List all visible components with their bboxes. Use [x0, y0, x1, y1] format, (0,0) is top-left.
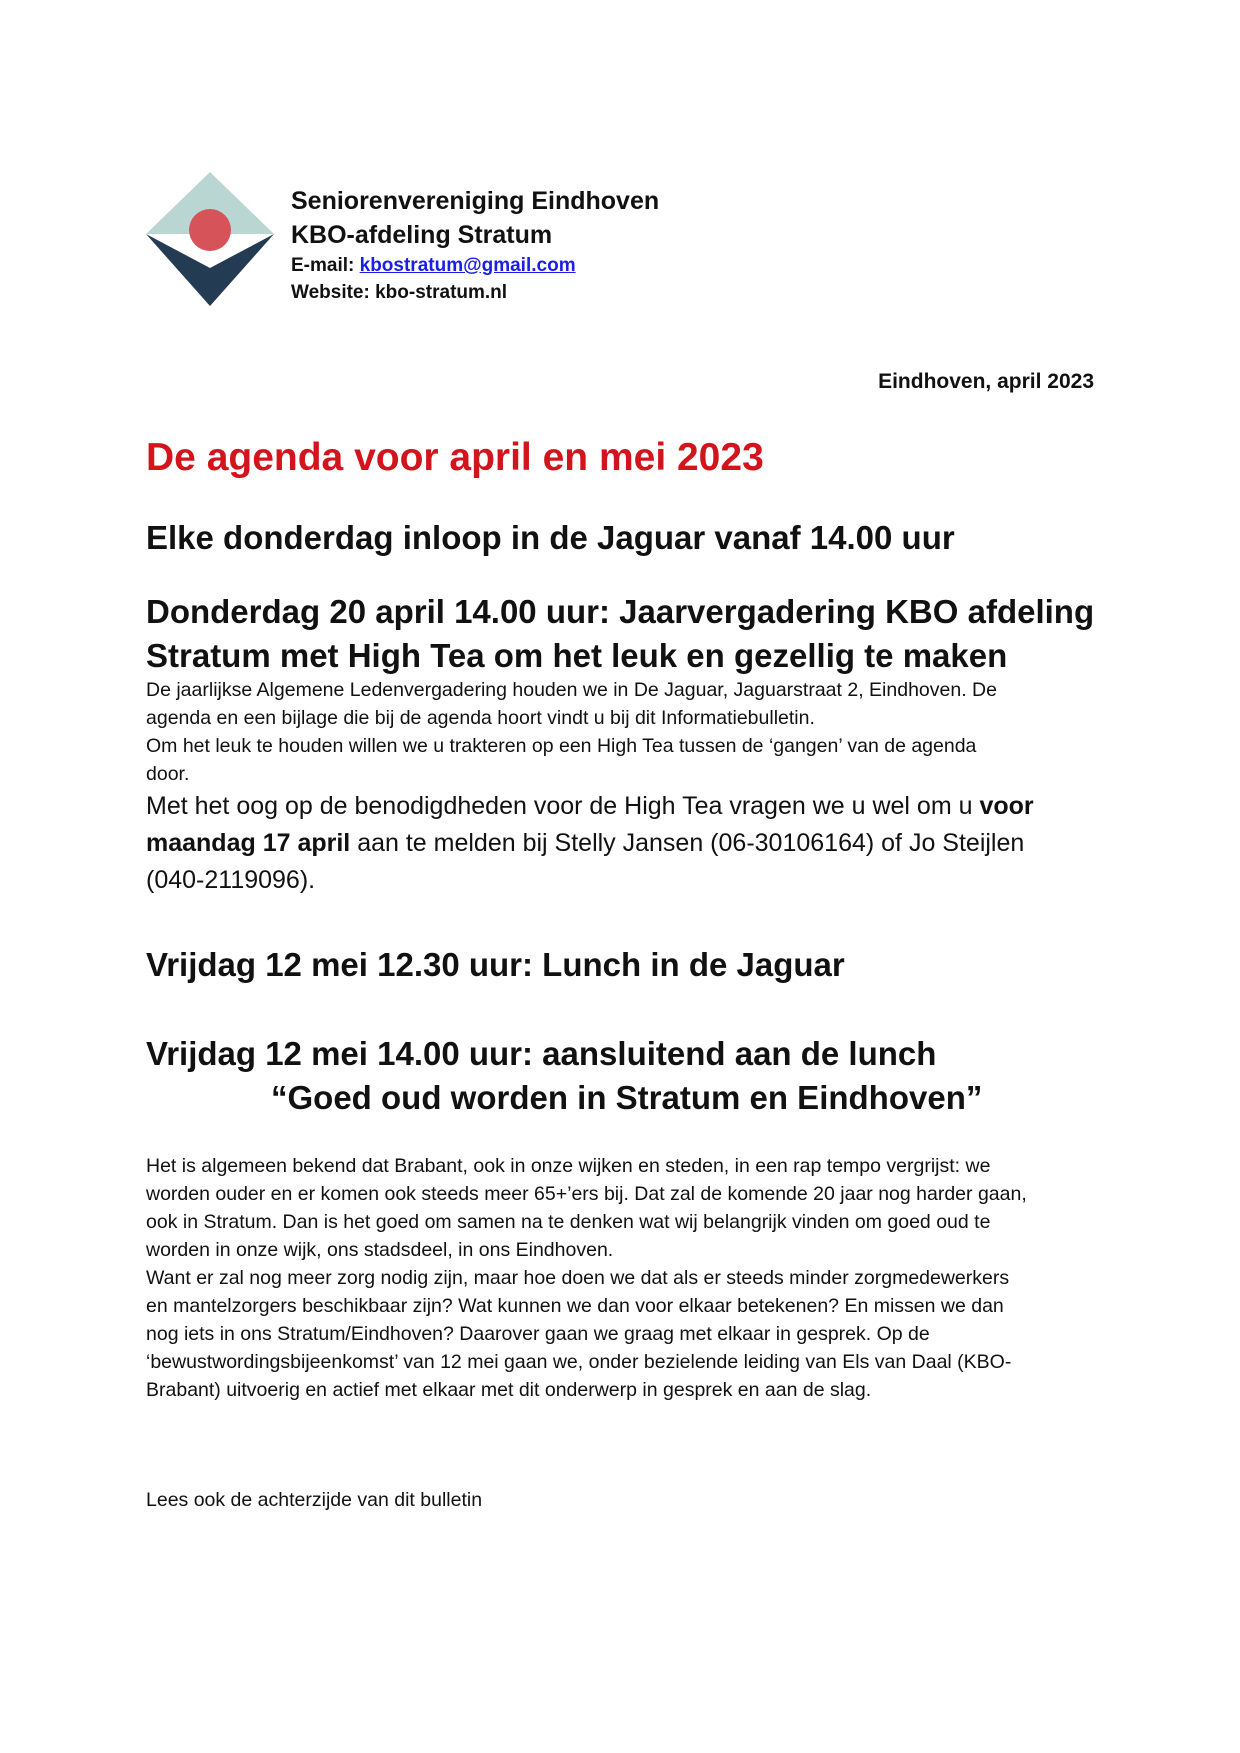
- website-line: [291, 279, 659, 306]
- email-link[interactable]: kbostratum@gmail.com: [359, 255, 576, 276]
- signup-text-a: Met het oog op de benodigdheden voor de High Tea vragen we u wel om u: [146, 792, 980, 820]
- talk-line: ‘bewustwordingsbijeenkomst’ van 12 mei gaan we, onder bezielende leiding van Els van Daal (KBO-: [146, 1351, 1012, 1373]
- talk-line: worden in onze wijk, ons stadsdeel, in ons Eindhoven.: [146, 1239, 614, 1261]
- signup-text-c: (040-2119096).: [146, 866, 316, 894]
- signup-bold-2: maandag 17 april: [146, 829, 351, 857]
- org-header: [291, 184, 659, 306]
- talk-paragraph: [146, 1152, 1096, 1404]
- talk-line: Het is algemeen bekend dat Brabant, ook in onze wijken en steden, in een rap tempo vergrijst: we: [146, 1155, 991, 1177]
- kbo-logo-icon: [146, 172, 274, 306]
- meeting-heading-line-2: Stratum met High Tea om het leuk en gezellig te maken: [146, 637, 1008, 674]
- talk-line: nog iets in ons Stratum/Eindhoven? Daarover gaan we graag met elkaar in gesprek. Op de: [146, 1323, 930, 1345]
- date-line: Eindhoven, april 2023: [878, 370, 1094, 393]
- email-line: [291, 252, 659, 279]
- talk-line: en mantelzorgers beschikbaar zijn? Wat kunnen we dan voor elkaar betekenen? En missen we dan: [146, 1295, 1004, 1317]
- signup-text-b: aan te melden bij Stelly Jansen (06-30106164) of Jo Steijlen: [350, 829, 1025, 857]
- website-label: Website:: [291, 282, 376, 303]
- website-value: kbo-stratum.nl: [375, 282, 508, 303]
- meeting-paragraph-signup: [146, 788, 1096, 899]
- email-label: E-mail:: [291, 255, 360, 276]
- org-branch: KBO-afdeling Stratum: [291, 221, 553, 249]
- talk-line: worden ouder en er komen ook steeds meer 65+’ers bij. Dat zal de komende 20 jaar nog harder gaan,: [146, 1183, 1027, 1205]
- footer-note: Lees ook de achterzijde van dit bulletin: [146, 1489, 483, 1511]
- meeting-paragraph-1: [146, 676, 1096, 788]
- talk-heading-line-2: “Goed oud worden in Stratum en Eindhoven”: [271, 1079, 983, 1116]
- meeting-p1-line-1: De jaarlijkse Algemene Ledenvergadering houden we in De Jaguar, Jaguarstraat 2, Eindhoven. De: [146, 679, 997, 701]
- org-name: Seniorenvereniging Eindhoven: [291, 187, 660, 215]
- lunch-heading: Vrijdag 12 mei 12.30 uur: Lunch in de Jaguar: [146, 946, 845, 983]
- meeting-heading-line-1: Donderdag 20 april 14.00 uur: Jaarvergadering KBO afdeling: [146, 593, 1095, 630]
- meeting-p1-line-2: agenda en een bijlage die bij de agenda hoort vindt u bij dit Informatiebulletin.: [146, 707, 815, 729]
- meeting-p2-line-2: door.: [146, 763, 190, 785]
- talk-heading: [146, 1032, 982, 1120]
- page-title: De agenda voor april en mei 2023: [146, 436, 764, 479]
- meeting-heading: [146, 590, 1094, 678]
- talk-line: Brabant) uitvoerig en actief met elkaar met dit onderwerp in gesprek en aan de slag.: [146, 1379, 872, 1401]
- talk-line: ook in Stratum. Dan is het goed om samen na te denken wat wij belangrijk vinden om goed oud te: [146, 1211, 991, 1233]
- meeting-p2-line-1: Om het leuk te houden willen we u trakteren op een High Tea tussen de ‘gangen’ van de agenda: [146, 735, 977, 757]
- weekly-heading: Elke donderdag inloop in de Jaguar vanaf 14.00 uur: [146, 519, 955, 556]
- talk-line: Want er zal nog meer zorg nodig zijn, maar hoe doen we dat als er steeds minder zorgmedewerkers: [146, 1267, 1010, 1289]
- talk-heading-line-1: Vrijdag 12 mei 14.00 uur: aansluitend aan de lunch: [146, 1035, 937, 1072]
- signup-bold-1: voor: [979, 792, 1034, 820]
